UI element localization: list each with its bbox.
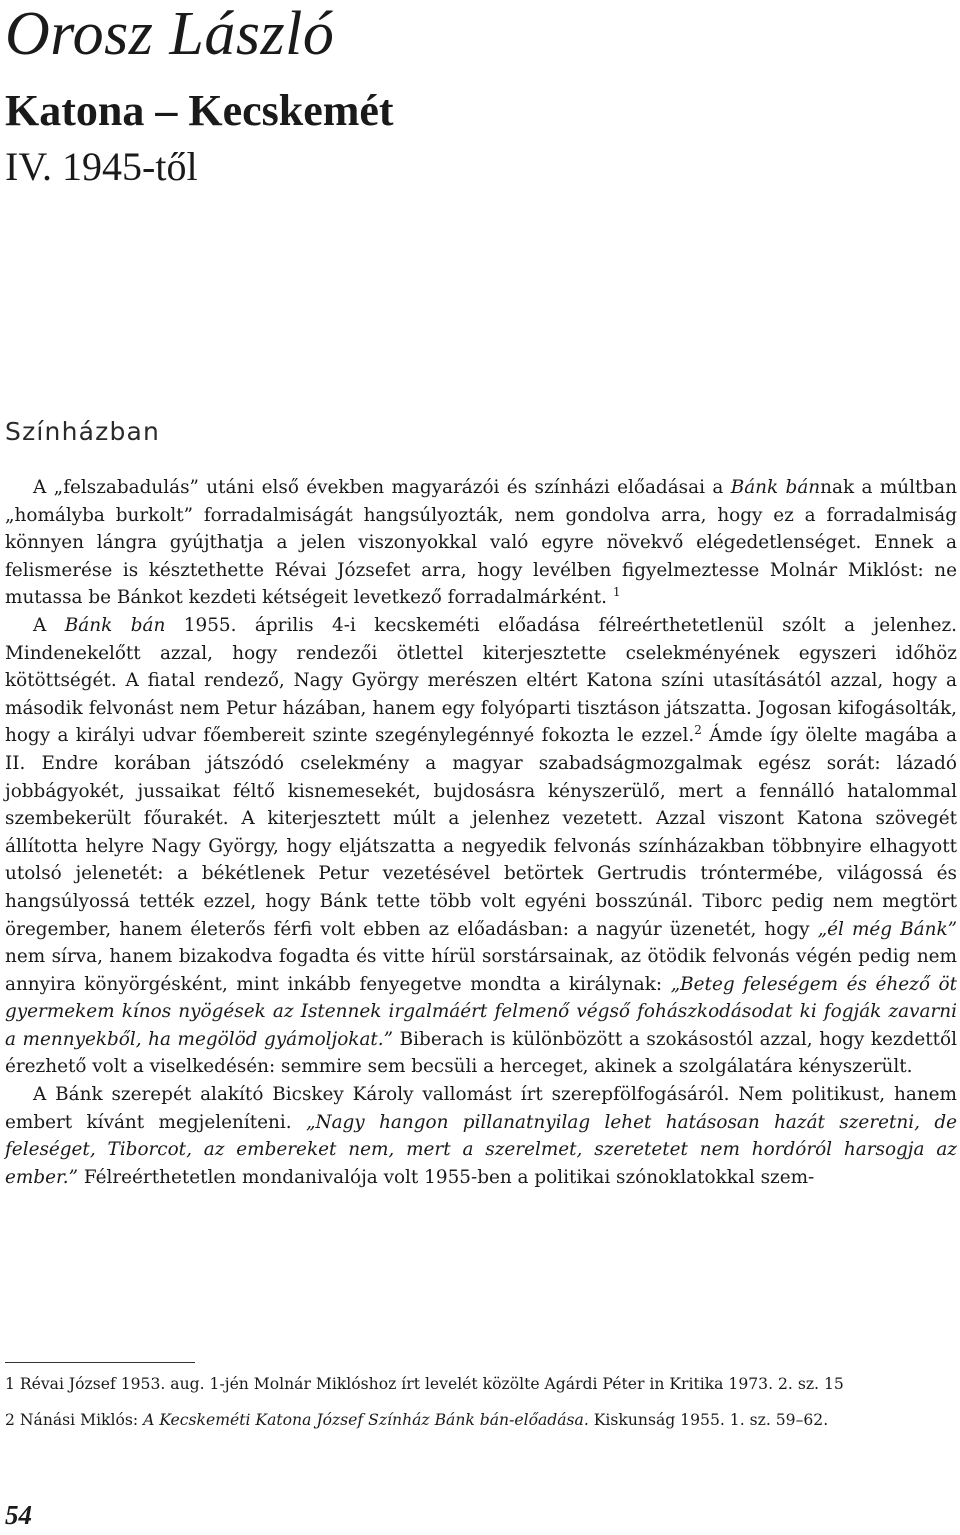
text-span: 2 Nánási Miklós: <box>5 1411 144 1429</box>
footnote-divider <box>5 1362 195 1363</box>
paragraph-2 <box>5 612 957 1081</box>
part-heading: IV. 1945-től <box>5 144 198 189</box>
italic-title: Bánk bán <box>64 614 166 636</box>
text-span: A „felszabadulás” utáni első években magyarázói és színházi előadásai a <box>33 477 731 498</box>
footnotes <box>5 1372 957 1444</box>
italic-quote: „Nagy hangon pillanatnyilag lehet hatásosan hazát szeretni, de feleséget, Tiborcot, az embereket nem, mert a szerelmet, szeretetet nem hordóról harsogja az ember.” <box>5 1111 957 1188</box>
footnote-2 <box>5 1408 957 1432</box>
text-span: nem sírva, hanem bizakodva fogadta és vitte hírül sorstársainak, az ötödik felvonás végén pedig nem annyira könyörgésként, mint inkább fenyegetve mondta a királynak: <box>5 946 957 995</box>
text-span: 1955. április 4-i kecskeméti előadása félreérthetetlenül szólt a jelenhez. Mindenekelőtt azzal, hogy rendezői ötlettel kiterjesztette cselekményének egyszeri időhöz kötöttségét. A fiatal rendező, Nagy György merészen eltért Katona színi utasításától azzal, hogy a második felvonást nem Petur házában, hanem egy folyóparti tisztáson játszatta. Jogosan kifogásolták, hogy a királyi udvar főembereit szinte szegénylegénnyé fokozta le ezzel. <box>5 614 957 747</box>
footnote-ref-2: 2 <box>694 723 702 738</box>
paragraph-3 <box>5 1081 957 1191</box>
footnote-1: 1 Révai József 1953. aug. 1-jén Molnár Miklóshoz írt levelét közölte Agárdi Péter in Kritika 1973. 2. sz. 15 <box>5 1375 844 1393</box>
section-heading: Színházban <box>5 417 161 446</box>
article-title: Katona – Kecskemét <box>5 86 394 135</box>
text-span: Kiskunság 1955. 1. sz. 59–62. <box>588 1411 829 1429</box>
text-span: Biberach is különbözött a szokásostól azzal, hogy kezdettől érezhető volt a viselkedésén: semmire sem becsüli a herceget, akinek a szolgálatára kényszerült. <box>5 1028 957 1078</box>
body-text <box>5 474 957 1191</box>
footnote-ref-1: 1 <box>612 585 621 600</box>
text-span: A <box>33 614 65 636</box>
page-number: 54 <box>5 1500 32 1530</box>
italic-title: Bánk bán <box>730 477 821 498</box>
paragraph-1 <box>5 474 957 612</box>
italic-quote: „Beteg feleségem és éhező öt gyermekem kínos nyögések az Istennek irgalmáért felmenő végső fohászkodásodat ki fogják zavarni a mennyekből, ha megölöd gyámoljokat.” <box>5 973 957 1050</box>
text-span: nak a múltban „homályba burkolt” forradalmiságát hangsúlyozták, nem gondolva arra, hogy ez a forradalmiság könnyen lángra gyújthatja a jelen viszonyokkal való egyre növekvő elégedetlenséget. Ennek a felismerése is késztethette Révai Józsefet arra, hogy levélben figyelmeztesse Molnár Miklóst: ne mutassa be Bánkot kezdeti kétségeit levetkező forradalmárként. <box>5 477 957 609</box>
italic-quote: „él még Bánk” <box>817 918 958 940</box>
italic-title: A Kecskeméti Katona József Színház Bánk bán-előadása. <box>143 1411 589 1429</box>
text-span: Félreérthetetlen mondanivalója volt 1955-ben a politikai szónoklatokkal szem- <box>78 1166 815 1188</box>
text-span: Ámde így ölelte magába a II. Endre korában játszódó cselekmény a magyar szabadságmozgalmak egész sorát: lázadó jobbágyokét, jussaikat féltő kisnemesekét, bujdosásra kényszerülő, mert a fennálló hatalommal szembekerült főurakét. A kiterjesztett múlt a jelenhez vezetett. Azzal viszont Katona szövegét állította helyre Nagy György, hogy eljátszatta a negyedik felvonás színházakban többnyire elhagyott utolsó jelenetét: a békétlenek Petur vezetésével betörtek Gertrudis tróntermébe, világossá és hangsúlyossá tették ezzel, hogy Bánk tette több volt egyéni bosszúnál. Tiborc pedig nem megtört öregember, hanem életerős férfi volt ebben az előadásban: a nagyúr üzenetét, hogy <box>5 725 957 940</box>
text-span: A Bánk szerepét alakító Bicskey Károly vallomást írt szerepfölfogásáról. Nem politikust, hanem embert kívánt megjeleníteni. <box>5 1084 957 1133</box>
author-name: Orosz László <box>5 0 335 68</box>
